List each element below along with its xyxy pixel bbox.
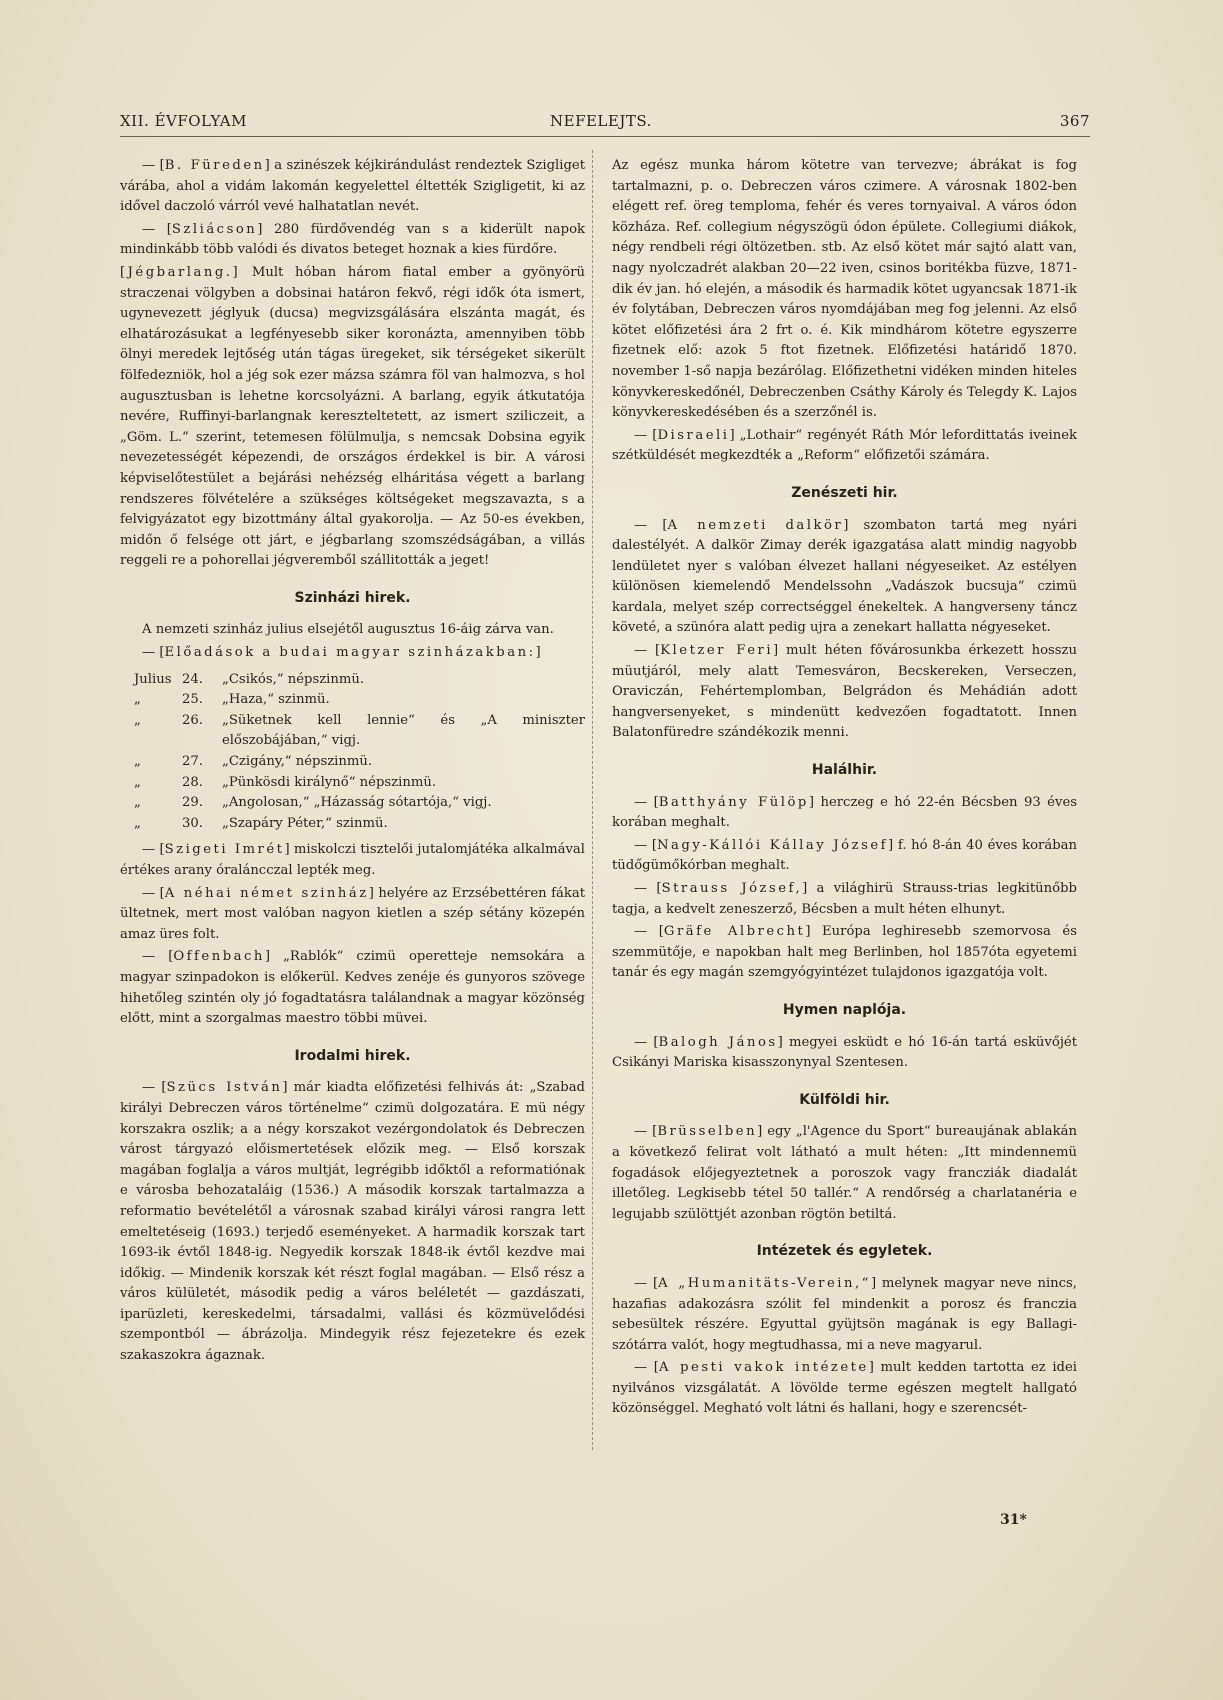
news-item-performances: — [Előadások a budai magyar szinházakban:] — [142, 645, 541, 661]
schedule-row: Julius 24. „Csikós,“ népszinmü. — [134, 671, 365, 687]
news-item-szigeti: — [Szigeti Imrét] miskolczi tisztelői jutalomjátéka alkalmával értékes arany óraláncczal lepték meg. — [120, 842, 585, 878]
schedule-row: „ 28. „Pünkösdi királynő“ népszinmü. — [134, 774, 437, 790]
section-heading-societies: Intézetek és egyletek. — [756, 1243, 933, 1260]
signature-mark: 31* — [1000, 1512, 1027, 1528]
news-item-strauss: — [Strauss József,] a világhirü Strauss-trias legkitünőbb tagja, a kedvelt zeneszerző, Bécsben a mult héten elhunyt. — [612, 881, 1077, 917]
page-number: 367 — [1059, 112, 1090, 130]
section-heading-obituary: Halálhir. — [811, 762, 878, 779]
publication-title: NEFELEJTS. — [550, 112, 652, 130]
schedule-row: „ 27. „Czigány,“ népszinmü. — [134, 754, 373, 770]
news-item-offenbach: — [Offenbach] „Rablók“ czimü operetteje nemsokára a magyar szinpadokon is előkerül. Kedves zenéje és gunyoros szövege hihetőleg szintén oly jó fogadtatásra találandnak a magyar közönség előtt, mint a szorgalmas maestro többi müvei. — [120, 949, 585, 1027]
section-heading-foreign: Külföldi hir. — [799, 1091, 890, 1108]
news-item-national-theatre: A nemzeti szinház julius elsejétől augusztus 16-áig zárva van. — [142, 622, 554, 638]
volume-label: XII. ÉVFOLYAM — [120, 112, 247, 130]
news-item-disraeli: — [Disraeli] „Lothair“ regényét Ráth Mór lefordittatás iveinek szétküldését megkezdték a „Reform“ előfizetői számára. — [612, 427, 1077, 464]
section-heading-literature: Irodalmi hirek. — [294, 1047, 411, 1064]
section-heading-music: Zenészeti hir. — [791, 484, 898, 501]
news-item-dalkor: — [A nemzeti dalkör] szombaton tartá meg nyári dalestélyét. A dalkör Zimay derék igazgatása alatt mindig nagyobb lendületet nyer s valóban élvezet hallani négyeseiket. Az estélyen különösen kiemelendő Mendelssohn „Vadászok bucsuja“ czimü kardala, melyet szép correctséggel énekeltek. A hangverseny táncz követé, a szünóra alatt pedig ujra a zenekart hallatta négyeseket. — [612, 517, 1077, 636]
performance-schedule — [120, 670, 585, 835]
news-item-vakok: — [A pesti vakok intézete] mult kedden tartotta ez idei nyilvános vizsgálatát. A lövölde terme egészen megtelt hallgató közönséggel. Megható volt látni és hallani, hogy e szerencsét- — [612, 1360, 1077, 1417]
news-item-grafe: — [Gräfe Albrecht] Európa leghiresebb szemorvosa és szemmütője, e napokban halt meg Berlinben, hol 1857óta egyetemi tanár és egy magán szemgyógyintézet tulajdonos igazgatója volt. — [612, 924, 1077, 981]
news-item-balogh: — [Balogh János] megyei esküdt e hó 16-án tartá esküvőjét Csikányi Mariska kisasszonynyal Szentesen. — [612, 1034, 1078, 1071]
header-rule — [120, 136, 1090, 137]
news-item-nemet-szinhaz: — [A néhai német szinház] helyére az Erzsébettéren fákat ültetnek, mert most valóban nagyon kietlen a szép sétány közepén amaz üres folt. — [120, 885, 585, 942]
news-item-jegbarlang: [Jégbarlang.] Mult hóban három fiatal ember a gyönyörü straczenai völgyben a dobsinai határon fekvő, régi idők óta ismert, ugynevezett jéglyuk (ducsa) megvizsgálására elszánta magát, és elhatározásukat a legfényesebb siker koronázta, amennyiben több ölnyi meredek lejtőség után tágas üregeket, sik térségeket sikerült fölfedezniök, hol a jég sok ezer mázsa számra föl van halmozva, s hol augusztusban is lehetne korcsolyázni. A barlang, egyik átkutatója nevére, Ruffinyi-barlangnak kereszteltetett, az ismert sziliczeit, a „Göm. L.“ szerint, tetemesen fölülmulja, s nemcsak Dobsina egyik nevezetességét képezendi, de országos érdekkel is bir. A városi képviselőtestület a bejárási nehézség elháritása végett a barlang rendszeres fölvételére a szükséges költségeket megszavazta, s a felvigyázatot egy bizottmány által gyakorolja. — Az 50-es években, midőn ő felsége ott járt, e jégbarlang szomszédságában, a villás reggeli re a pohorellai jégveremből szállitották a jeget! — [120, 264, 585, 569]
news-item-humanitats: — [A „Humanitäts-Verein,“] melynek magyar neve nincs, hazafias adakozásra szólit fel mindenkit a porosz és franczia sebesültek részére. Egyuttal gyüjtsön magának is egy Ballagi-szótárra valót, hogy megtudhassa, mi a neve magyarul. — [612, 1275, 1077, 1353]
news-item-brussels: — [Brüsselben] egy „l'Agence du Sport“ bureaujának ablakán a következő felirat volt látható a mult héten: „Itt mindennemü fogadások előjegyeztetnek a poroszok vagy francziák diadalát illetőleg. Legkisebb tétel 50 tallér.“ A rendőrség a charlatanéria e legujabb szülöttjét azonban rögtön betiltá. — [612, 1124, 1078, 1222]
section-heading-wedding: Hymen naplója. — [782, 1001, 907, 1018]
section-heading-theatre: Szinházi hirek. — [294, 589, 411, 606]
news-item-kletzer: — [Kletzer Feri] mult héten fővárosunkba érkezett hosszu müutjáról, mely alatt Temesváron, Becskereken, Verseczen, Oraviczán, Fehértemplomban, Belgrádon és Mehádián adott hangversenyeket, s mindenütt kedvezően fogadtatott. Innen Balatonfüredre szándékozik menni. — [612, 643, 1077, 741]
news-item-szliacs: — [Szliácson] 280 fürdővendég van s a kiderült napok mindinkább több valódi és divatos beteget hoznak a kies fürdőre. — [120, 221, 585, 258]
column-divider — [592, 150, 594, 1450]
schedule-row: „ 29. „Angolosan,“ „Házasság sótartója,“ vigj. — [134, 795, 492, 811]
news-item-szucs: — [Szücs István] már kiadta előfizetési felhivás át: „Szabad királyi Debreczen város történelme“ czimü dolgozatára. E mü négy korszakra oszlik; a a négy korszakot vezérgondolatok és Debreczen várost tárgyazó előismertetések előzik meg. — Első korszak magában foglalja a város multját, legrégibb időktől a reformatiónak e városba behozataláig (1536.) A második korszak tartalmazza a reformatio bevételétől a városnak szabad királyi városi rangra lett emeltetéseig (1693.) terjedő eseményeket. A harmadik korszak tart 1693-ik évtől 1848-ig. Negyedik korszak 1848-ik évtől kezdve mai időkig. — Mindenik korszak két részt foglal magában. — Első rész a város külületét, második pedig a város beléletét — gazdászati, iparüzleti, kereskedelmi, társadalmi, vallási és közmüvelődési szempontból — ábrázolja. Mindegyik rész fejezetekre és ezek szakaszokra ágaznak. — [120, 1080, 586, 1364]
left-column — [120, 156, 585, 1369]
schedule-row: „ 25. „Haza,“ szinmü. — [134, 692, 330, 708]
news-item-continuation: Az egész munka három kötetre van tervezve; ábrákat is fog tartalmazni, p. o. Debreczen város czimere. A városnak 1802-ben elégett ref. öreg temploma, fehér és veres tornyaival. A város ódon közháza. Ref. collegium négyszögü ódon épülete. Collegiumi diákok, négy rendbeli régi öltözetben. stb. Az első kötet már sajtó alatt van, nagy nyolczadrét alakban 20—22 iven, csinos boritékba füzve, 1871-dik év jan. hó elején, a második és harmadik kötet ugyancsak 1871-ik év folytában, Debreczen város nyomdájában meg fog jelenni. Az első kötet előfizetési ára 2 frt o. é. Kik mindhárom kötetre egyszerre fizetnek elő: azok 5 ftot fizetnek. Előfizetési határidő 1870. november 1-ső napja bezárólag. Előfizethetni vidéken minden hiteles könyvkereskedőnél, Debreczenben Csáthy Károly és Telegdy K. Lajos könyvkereskedésében és a szerzőnél is. — [612, 158, 1077, 421]
news-item-fured: — [B. Füreden] a szinészek kéjkirándulást rendeztek Szigliget várába, ahol a vidám lakomán kegyelettel éltették Szigligetit, ki az idővel daczoló várról vevé halhatatlan nevét. — [120, 158, 585, 215]
news-item-batthyany: — [Batthyány Fülöp] herczeg e hó 22-én Bécsben 93 éves korában meghalt. — [612, 794, 1078, 831]
schedule-row: „ 30. „Szapáry Péter,“ szinmü. — [134, 815, 388, 831]
schedule-row: „ 26. „Süketnek kell lennie“ és „A miniszter előszobájában,“ vigj. — [134, 712, 585, 749]
right-column — [612, 156, 1077, 1422]
page-header — [120, 112, 1090, 136]
news-item-kallay: — [Nagy-Kállói Kállay József] f. hó 8-án 40 éves korában tüdőgümőkórban meghalt. — [612, 837, 1077, 874]
